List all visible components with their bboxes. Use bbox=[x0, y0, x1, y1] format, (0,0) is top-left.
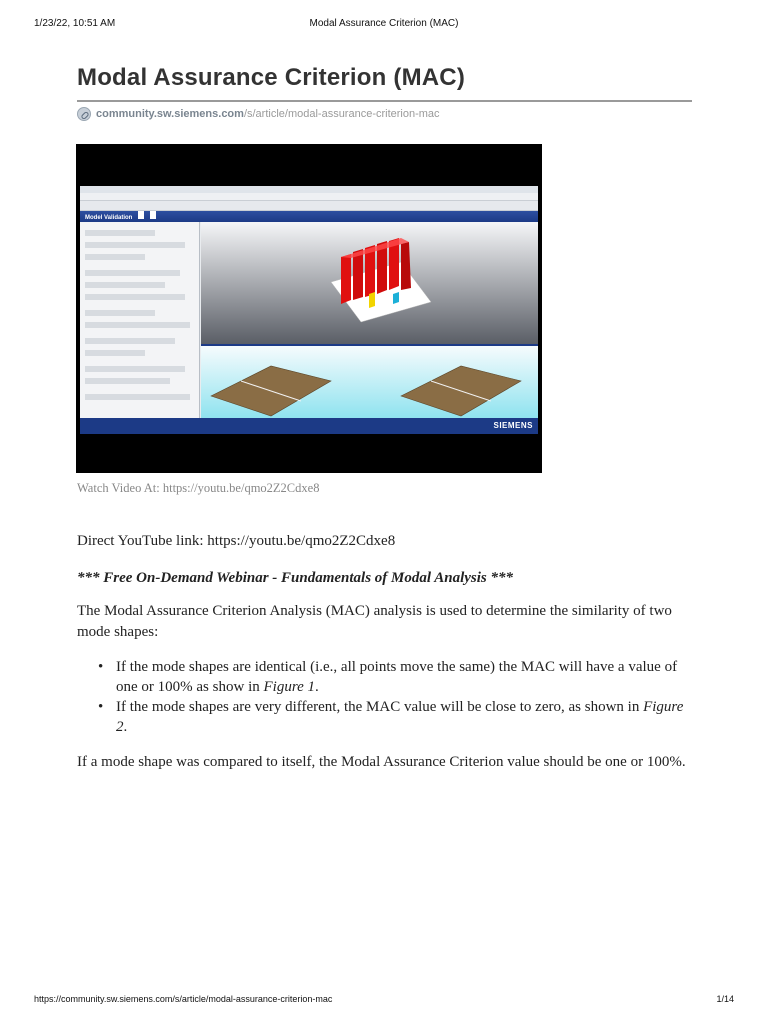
mac-bullet-list bbox=[98, 657, 698, 737]
print-footer bbox=[34, 994, 734, 1008]
page-number: 1/14 bbox=[716, 994, 734, 1004]
intro-paragraph: The Modal Assurance Criterion Analysis (MAC) analysis is used to determine the similarity of two mode shapes: bbox=[77, 603, 672, 640]
title-divider bbox=[77, 100, 692, 102]
list-item: • If the mode shapes are identical (i.e., all points move the same) the MAC will have a value of one or 100% as show in Figure 1. bbox=[98, 657, 698, 697]
source-path[interactable]: /s/article/modal-assurance-criterion-mac bbox=[243, 108, 440, 120]
list-item: • If the mode shapes are very different, the MAC value will be close to zero, as shown in Figure 2. bbox=[98, 697, 698, 737]
screenshot-panel-title: Model Validation bbox=[80, 211, 538, 222]
article-title: Modal Assurance Criterion (MAC) bbox=[77, 64, 466, 91]
direct-youtube-link[interactable]: Direct YouTube link: https://youtu.be/qmo2Z2Cdxe8 bbox=[77, 533, 396, 549]
source-domain[interactable]: community.sw.siemens.com bbox=[96, 108, 244, 120]
webinar-promo: *** Free On-Demand Webinar - Fundamentals of Modal Analysis *** bbox=[77, 570, 514, 586]
source-link[interactable] bbox=[77, 106, 440, 122]
figure-ref: Figure 2 bbox=[116, 699, 684, 735]
video-caption: Watch Video At: https://youtu.be/qmo2Z2Cdxe8 bbox=[77, 481, 320, 495]
video-player[interactable] bbox=[76, 144, 542, 473]
self-compare-paragraph: If a mode shape was compared to itself, the Modal Assurance Criterion value should be one or 100%. bbox=[77, 754, 686, 770]
print-header bbox=[34, 18, 734, 32]
mode-shape-geometry bbox=[201, 346, 538, 420]
print-page-title: Modal Assurance Criterion (MAC) bbox=[309, 18, 459, 29]
print-footer-url: https://community.sw.siemens.com/s/article/modal-assurance-criterion-mac bbox=[34, 994, 333, 1004]
video-thumbnail bbox=[80, 186, 538, 434]
figure-ref: Figure 1 bbox=[263, 679, 316, 695]
print-datetime: 1/23/22, 10:51 AM bbox=[34, 18, 116, 29]
link-icon bbox=[77, 107, 91, 121]
siemens-brand: SIEMENS bbox=[493, 421, 533, 430]
mac-3d-bar-plot bbox=[201, 222, 538, 344]
